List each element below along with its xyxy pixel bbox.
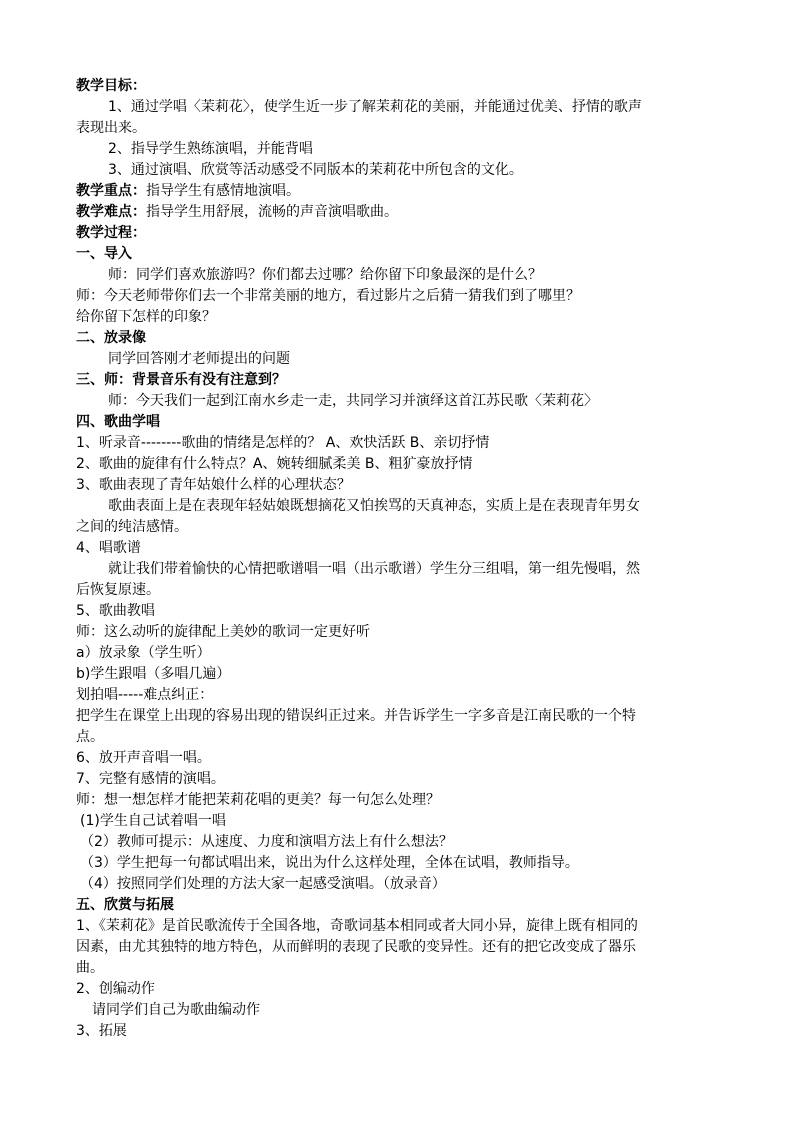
section-3-heading: 三、师：背景音乐有没有注意到？ [76, 372, 286, 388]
section-4-heading: 四、歌曲学唱 [76, 414, 160, 430]
heading-objectives: 教学目标： [76, 78, 146, 94]
objective-3: 3、通过演唱、欣赏等活动感受不同版本的茉莉花中所包含的文化。 [108, 162, 523, 178]
key-point-label: 教学重点： [76, 183, 146, 199]
body-line: 师：同学们喜欢旅游吗？你们都去过哪？给你留下印象最深的是什么？ [108, 267, 542, 283]
objective-2: 2、指导学生熟练演唱，并能背唱 [108, 141, 313, 157]
body-line: 给你留下怎样的印象？ [76, 309, 216, 325]
key-point-text: 指导学生有感情地演唱。 [146, 183, 300, 199]
body-line: 同学回答刚才老师提出的问题 [108, 351, 290, 367]
difficulty-text: 指导学生用舒展，流畅的声音演唱歌曲。 [146, 204, 398, 220]
body-line: 3、歌曲表现了青年姑娘什么样的心理状态？ [76, 477, 351, 493]
body-line: 师：今天我们一起到江南水乡走一走，共同学习并演绎这首江苏民歌〈茉莉花〉 [108, 393, 598, 409]
body-line: （2）教师可提示：从速度、力度和演唱方法上有什么想法？ [80, 834, 453, 850]
body-line: 4、唱歌谱 [76, 540, 141, 556]
body-line: 1、听录音--------歌曲的情绪是怎样的？ A、欢快活跃 B、亲切抒情 [76, 435, 490, 451]
body-line: 师：今天老师带你们去一个非常美丽的地方，看过影片之后猜一猜我们到了哪里？ [76, 288, 580, 304]
body-line: (1)学生自己试着唱一唱 [80, 813, 226, 829]
objective-1-cont: 表现出来。 [76, 120, 146, 136]
body-line: （4）按照同学们处理的方法大家一起感受演唱。（放录音） [80, 876, 446, 892]
body-line: 师：想一想怎样才能把茉莉花唱的更美？每一句怎么处理？ [76, 792, 440, 808]
body-line: 师：这么动听的旋律配上美妙的歌词一定更好听 [76, 624, 370, 640]
section-1-heading: 一、导入 [76, 246, 132, 262]
body-line: 划拍唱-----难点纠正： [76, 687, 214, 703]
body-line: 2、创编动作 [76, 981, 155, 997]
body-line: 2、歌曲的旋律有什么特点？A、婉转细腻柔美 B、粗犷豪放抒情 [76, 456, 473, 472]
body-line: 5、歌曲教唱 [76, 603, 155, 619]
body-line: 6、放开声音唱一唱。 [76, 750, 211, 766]
body-line: 后恢复原速。 [76, 582, 160, 598]
objective-1: 1、通过学唱〈茉莉花〉，使学生近一步了解茉莉花的美丽，并能通过优美、抒情的歌声 [108, 99, 642, 115]
body-line: 之间的纯洁感情。 [76, 519, 188, 535]
body-line: 3、拓展 [76, 1023, 127, 1039]
body-line: b)学生跟唱（多唱几遍） [76, 666, 231, 682]
body-line: 就让我们带着愉快的心情把歌谱唱一唱（出示歌谱）学生分三组唱，第一组先慢唱，然 [108, 561, 640, 577]
body-line: 7、完整有感情的演唱。 [76, 771, 225, 787]
body-line: 把学生在课堂上出现的容易出现的错误纠正过来。并告诉学生一字多音是江南民歌的一个特 [76, 708, 636, 724]
body-line: 曲。 [76, 960, 104, 976]
body-line: 请同学们自己为歌曲编动作 [92, 1002, 260, 1018]
body-line: 歌曲表面上是在表现年轻姑娘既想摘花又怕挨骂的天真神态，实质上是在表现青年男女 [108, 498, 640, 514]
difficulty-label: 教学难点： [76, 204, 146, 220]
key-point-line [76, 181, 726, 201]
section-2-heading: 二、放录像 [76, 330, 146, 346]
body-line: 点。 [76, 729, 104, 745]
heading-process: 教学过程： [76, 225, 146, 241]
body-line: （3）学生把每一句都试唱出来，说出为什么这样处理，全体在试唱，教师指导。 [80, 855, 579, 871]
body-line: 因素，由尤其独特的地方特色，从而鲜明的表现了民歌的变异性。还有的把它改变成了器乐 [76, 939, 636, 955]
body-line: a）放录象（学生听） [76, 645, 211, 661]
section-5-heading: 五、欣赏与拓展 [76, 897, 174, 913]
difficulty-line [76, 202, 726, 222]
body-line: 1、《茉莉花》是首民歌流传于全国各地，奇歌词基本相同或者大同小异，旋律上既有相同的 [76, 918, 638, 934]
